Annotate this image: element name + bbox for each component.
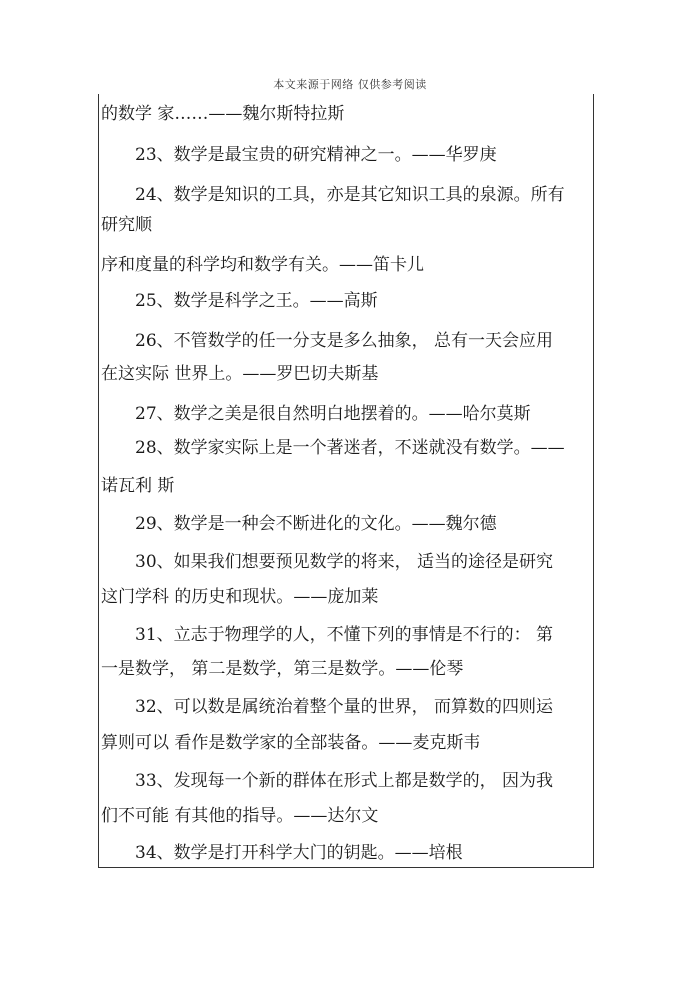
text-line: 们不可能 有其他的指导。——达尔文	[101, 806, 379, 826]
text-line: 的数学 家……——魏尔斯特拉斯	[101, 104, 345, 124]
quote-32: 32、可以数是属统治着整个量的世界， 而算数的四则运	[135, 697, 554, 717]
quote-29: 29、数学是一种会不断进化的文化。——魏尔德	[135, 514, 497, 534]
quote-33: 33、发现每一个新的群体在形式上都是数学的， 因为我	[135, 771, 554, 791]
quote-27: 27、数学之美是很自然明白地摆着的。——哈尔莫斯	[135, 404, 531, 424]
quote-28: 28、数学家实际上是一个著迷者，不迷就没有数学。——	[135, 438, 565, 458]
text-line: 序和度量的科学均和数学有关。——笛卡儿	[101, 255, 424, 275]
source-disclaimer: 本文来源于网络 仅供参考阅读	[273, 78, 427, 91]
text-line: 在这实际 世界上。——罗巴切夫斯基	[101, 364, 379, 384]
quote-25: 25、数学是科学之王。——高斯	[135, 291, 378, 311]
text-line: 一是数学， 第二是数学，第三是数学。——伦琴	[101, 659, 464, 679]
text-line: 诺瓦利 斯	[101, 476, 175, 496]
text-line: 研究顺	[101, 215, 152, 235]
quote-30: 30、如果我们想要预见数学的将来， 适当的途径是研究	[135, 552, 554, 572]
quote-31: 31、立志于物理学的人，不懂下列的事情是不行的： 第	[135, 625, 554, 645]
text-line: 这门学科 的历史和现状。——庞加莱	[101, 587, 379, 607]
quote-34: 34、数学是打开科学大门的钥匙。——培根	[135, 843, 463, 863]
quote-26: 26、不管数学的任一分支是多么抽象， 总有一天会应用	[135, 331, 554, 351]
text-line: 算则可以 看作是数学家的全部装备。——麦克斯韦	[101, 733, 481, 753]
quote-24: 24、数学是知识的工具，亦是其它知识工具的泉源。所有	[135, 185, 565, 205]
quote-23: 23、数学是最宝贵的研究精神之一。——华罗庚	[135, 145, 497, 165]
